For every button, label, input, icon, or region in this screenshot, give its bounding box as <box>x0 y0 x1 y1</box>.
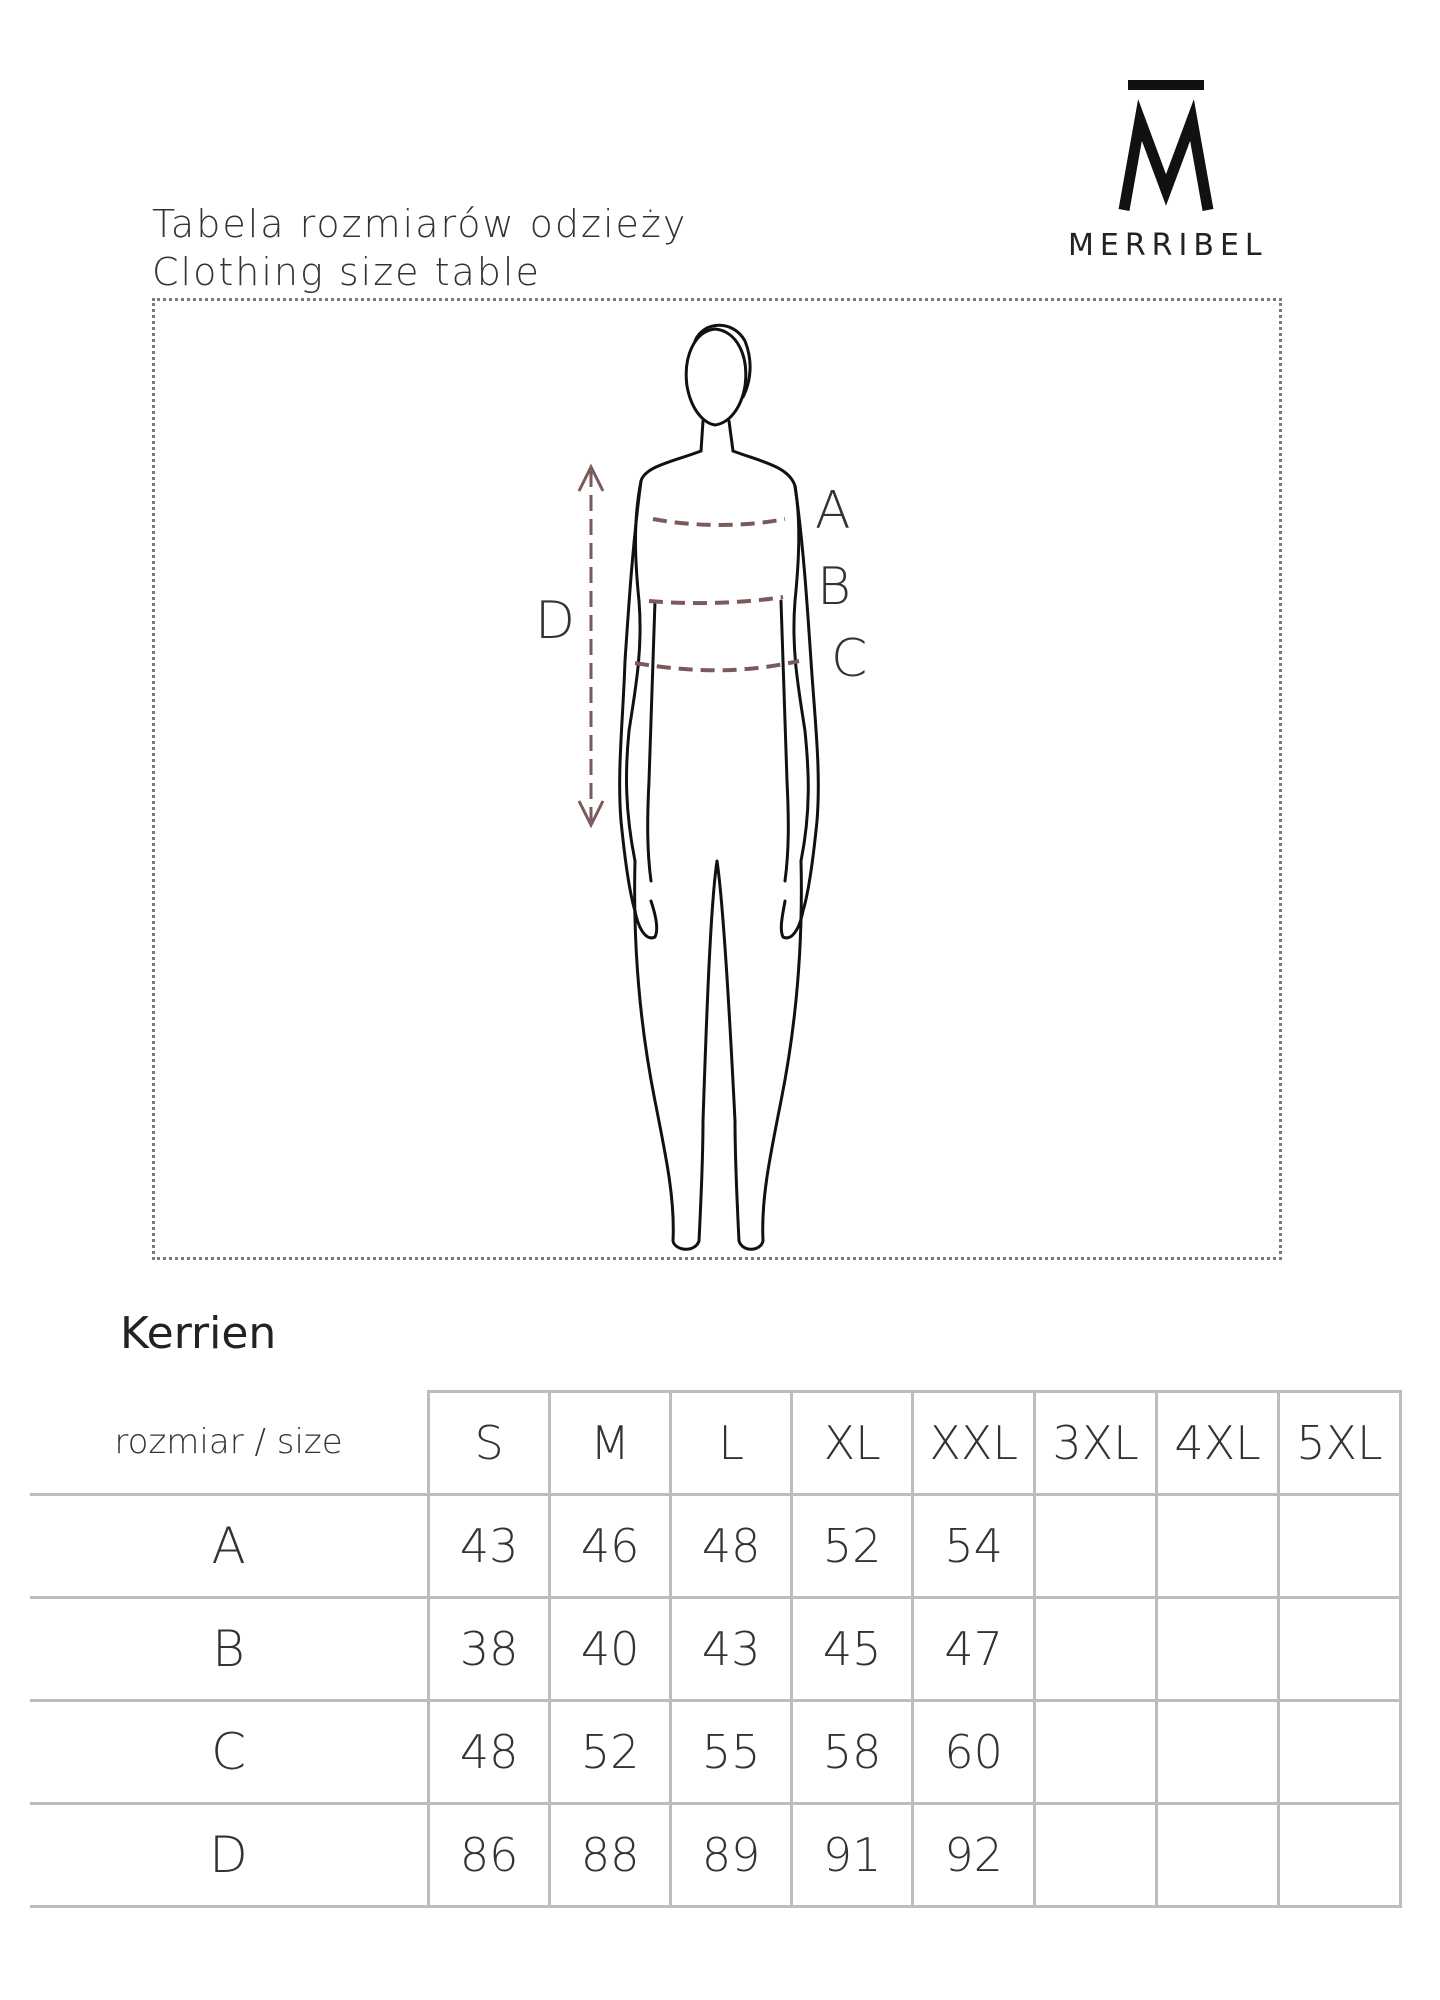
table-cell: 43 <box>671 1598 792 1701</box>
label-a: A <box>815 481 851 541</box>
table-cell: 46 <box>550 1495 671 1598</box>
label-b: B <box>817 557 852 617</box>
size-col-m: M <box>550 1392 671 1495</box>
size-col-4xl: 4XL <box>1157 1392 1279 1495</box>
size-col-5xl: 5XL <box>1279 1392 1401 1495</box>
brand-logo <box>1068 80 1298 263</box>
table-cell: 45 <box>792 1598 913 1701</box>
table-cell: 89 <box>671 1804 792 1907</box>
table-cell: 88 <box>550 1804 671 1907</box>
table-cell <box>1035 1495 1157 1598</box>
table-cell <box>1279 1495 1401 1598</box>
title-polish: Tabela rozmiarów odzieży <box>152 202 688 246</box>
size-col-l: L <box>671 1392 792 1495</box>
table-cell: 48 <box>429 1701 550 1804</box>
row-label: B <box>30 1598 429 1701</box>
table-cell: 43 <box>429 1495 550 1598</box>
size-col-s: S <box>429 1392 550 1495</box>
table-cell <box>1157 1598 1279 1701</box>
table-cell <box>1279 1701 1401 1804</box>
size-col-xl: XL <box>792 1392 913 1495</box>
table-row <box>30 1495 1401 1598</box>
table-cell: 48 <box>671 1495 792 1598</box>
table-cell: 60 <box>913 1701 1035 1804</box>
product-name: Kerrien <box>120 1308 277 1359</box>
page-title <box>152 200 687 296</box>
measurement-diagram <box>152 298 1282 1260</box>
table-row <box>30 1598 1401 1701</box>
merribel-m-icon <box>1110 80 1240 220</box>
table-cell <box>1157 1804 1279 1907</box>
table-cell: 58 <box>792 1701 913 1804</box>
table-cell: 86 <box>429 1804 550 1907</box>
row-label: A <box>30 1495 429 1598</box>
table-cell: 54 <box>913 1495 1035 1598</box>
table-cell <box>1035 1701 1157 1804</box>
row-label: C <box>30 1701 429 1804</box>
table-cell: 38 <box>429 1598 550 1701</box>
row-label: D <box>30 1804 429 1907</box>
double-arrow-icon <box>579 467 603 825</box>
table-cell <box>1157 1495 1279 1598</box>
brand-name: MERRIBEL <box>1068 228 1268 263</box>
table-cell <box>1035 1804 1157 1907</box>
size-header-label: rozmiar / size <box>30 1392 429 1495</box>
table-cell <box>1279 1598 1401 1701</box>
table-cell <box>1035 1598 1157 1701</box>
label-c: C <box>831 629 868 689</box>
size-col-3xl: 3XL <box>1035 1392 1157 1495</box>
table-cell: 91 <box>792 1804 913 1907</box>
table-cell <box>1279 1804 1401 1907</box>
table-cell: 47 <box>913 1598 1035 1701</box>
table-cell: 52 <box>550 1701 671 1804</box>
table-cell: 55 <box>671 1701 792 1804</box>
size-table <box>30 1390 1402 1908</box>
title-english: Clothing size table <box>152 250 541 294</box>
table-row <box>30 1804 1401 1907</box>
table-header-row <box>30 1392 1401 1495</box>
female-figure-icon <box>155 301 1279 1257</box>
table-cell: 92 <box>913 1804 1035 1907</box>
table-cell: 40 <box>550 1598 671 1701</box>
table-cell: 52 <box>792 1495 913 1598</box>
table-row <box>30 1701 1401 1804</box>
size-col-xxl: XXL <box>913 1392 1035 1495</box>
table-cell <box>1157 1701 1279 1804</box>
label-d: D <box>535 591 576 651</box>
